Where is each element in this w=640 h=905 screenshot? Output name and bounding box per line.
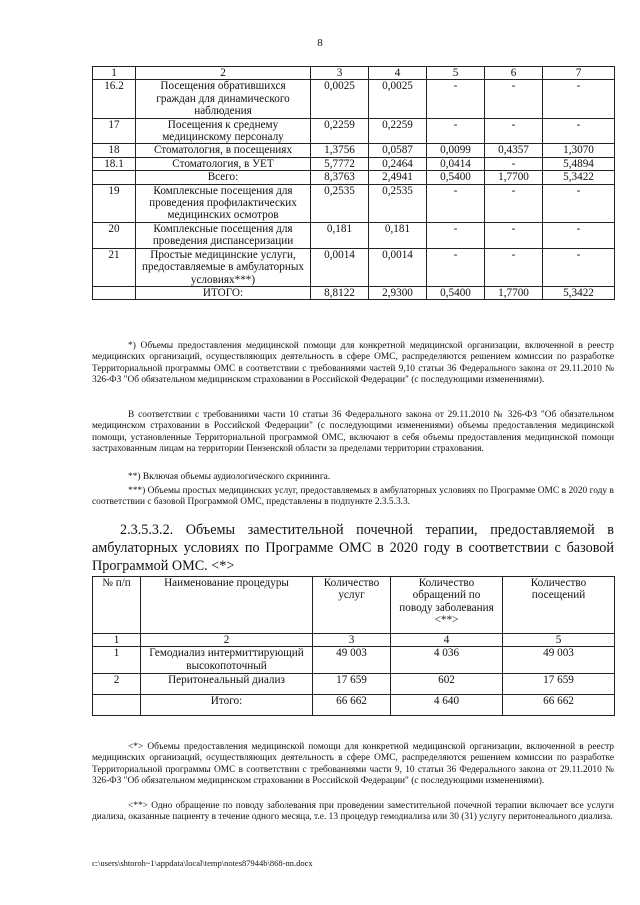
- table-cell: 66 662: [313, 695, 391, 716]
- table-row: [93, 248, 615, 286]
- table-cell: -: [427, 118, 485, 144]
- table-cell: 1: [93, 647, 141, 674]
- row-label: Стоматология, в посещениях: [136, 144, 311, 157]
- table-cell: 0,2535: [311, 184, 369, 222]
- table-header-row: [93, 67, 615, 80]
- table-cell: 0,2259: [311, 118, 369, 144]
- row-label: ИТОГО:: [136, 286, 311, 299]
- table-cell: 49 003: [503, 647, 615, 674]
- table-cell: 19: [93, 184, 136, 222]
- table-cell: -: [543, 80, 615, 118]
- table-cell: 0,2535: [369, 184, 427, 222]
- column-number: 6: [485, 67, 543, 80]
- footnote-double-star: <**> Одно обращение по поводу заболевания при проведении заместительной почечной терапии включает все услуги диализа, оказанные пациенту в течение одного месяца, т.е. 13 процедур гемодиализа или 30 (31) услугу перитонеального диализа.: [92, 801, 614, 823]
- table-cell: 0,0414: [427, 157, 485, 170]
- table-cell: 4 640: [391, 695, 503, 716]
- column-number: 1: [93, 634, 141, 647]
- table-cell: 18.1: [93, 157, 136, 170]
- table-cell: -: [427, 80, 485, 118]
- table-cell: 0,181: [311, 222, 369, 248]
- table-cell: 0,2464: [369, 157, 427, 170]
- table-cell: 0,2259: [369, 118, 427, 144]
- table-cell: -: [543, 222, 615, 248]
- table-cell: 21: [93, 248, 136, 286]
- table-cell: 5,4894: [543, 157, 615, 170]
- table-cell: 0,5400: [427, 286, 485, 299]
- table-cell: 2,4941: [369, 171, 427, 184]
- table-cell: -: [427, 248, 485, 286]
- table-cell: 1,3070: [543, 144, 615, 157]
- table-cell: -: [485, 80, 543, 118]
- table-row: [93, 118, 615, 144]
- page-number: 8: [317, 37, 323, 49]
- column-header: Количество услуг: [313, 577, 391, 634]
- table-cell: 5,3422: [543, 286, 615, 299]
- column-header: Наименование процедуры: [141, 577, 313, 634]
- table-cell: -: [485, 248, 543, 286]
- table-cell: 0,0025: [369, 80, 427, 118]
- column-number: 4: [391, 634, 503, 647]
- column-header: Количество посещений: [503, 577, 615, 634]
- procedure-name: Итого:: [141, 695, 313, 716]
- table-cell: 8,8122: [311, 286, 369, 299]
- table-cell: [93, 171, 136, 184]
- table-cell: 8,3763: [311, 171, 369, 184]
- section-heading: 2.3.5.3.2. Объемы заместительной почечной терапии, предоставляемой в амбулаторных условиях по Программе ОМС в 2020 году в соответствии с базовой Программой ОМС. <*>: [92, 522, 614, 574]
- table-cell: 18: [93, 144, 136, 157]
- table-row: [93, 695, 615, 716]
- table-row: [93, 80, 615, 118]
- table-cell: -: [543, 248, 615, 286]
- footnote-1: *) Объемы предоставления медицинской помощи для конкретной медицинской организации, включенной в реестр медицинских организаций, осуществляющих деятельность в сфере ОМС, распределяются решением комиссии по разработке Территориальной программы ОМС в соответствии с требованиями частей 9,10 статьи 36 Федерального закона от 29.11.2010 № 326-ФЗ "Об обязательном медицинском страховании в Российской Федерации" (с последующими изменениями).: [92, 341, 614, 386]
- column-number: 2: [141, 634, 313, 647]
- table-cell: 17 659: [503, 674, 615, 695]
- table-row: [93, 144, 615, 157]
- column-header: Количество обращений по поводу заболевания <**>: [391, 577, 503, 634]
- procedure-name: Перитонеальный диализ: [141, 674, 313, 695]
- table-header-row: [93, 577, 615, 634]
- footnote-star: <*> Объемы предоставления медицинской помощи для конкретной медицинской организации, включенной в реестр медицинских организаций, осуществляющих деятельность в сфере ОМС, распределяются решением комиссии по разработке Территориальной программы ОМС в соответствии с требованиями части 9, 10 статьи 36 Федерального закона от 29.11.2010 № 326-ФЗ "Об обязательном медицинском страховании в Российской Федерации" (с последующими изменениями).: [92, 742, 614, 787]
- table-cell: 5,7772: [311, 157, 369, 170]
- table-row: [93, 647, 615, 674]
- table-row: [93, 674, 615, 695]
- table-cell: 4 036: [391, 647, 503, 674]
- row-label: Стоматология, в УЕТ: [136, 157, 311, 170]
- column-number: 2: [136, 67, 311, 80]
- table-cell: -: [543, 184, 615, 222]
- column-number: 1: [93, 67, 136, 80]
- row-label: Комплексные посещения для проведения профилактических медицинских осмотров: [136, 184, 311, 222]
- table-cell: 0,181: [369, 222, 427, 248]
- table-cell: 0,0099: [427, 144, 485, 157]
- table-cell: -: [427, 184, 485, 222]
- table-cell: 1,3756: [311, 144, 369, 157]
- row-label: Посещения к среднему медицинскому персоналу: [136, 118, 311, 144]
- table-row: [93, 286, 615, 299]
- table-cell: 2: [93, 674, 141, 695]
- table-cell: 5,3422: [543, 171, 615, 184]
- procedure-name: Гемодиализ интермиттирующий высокопоточный: [141, 647, 313, 674]
- column-number-row: [93, 634, 615, 647]
- table-row: [93, 157, 615, 170]
- footnote-4: ***) Объемы простых медицинских услуг, предоставляемых в амбулаторных условиях по Программе ОМС в 2020 году в соответствии с базовой Программой ОМС, представлены в подпункте 2.3.5.3.3.: [92, 486, 614, 508]
- row-label: Посещения обратившихся граждан для динамического наблюдения: [136, 80, 311, 118]
- column-number: 4: [369, 67, 427, 80]
- table-row: [93, 171, 615, 184]
- planned-volumes-table: [92, 66, 615, 300]
- table-cell: 1,7700: [485, 171, 543, 184]
- footnote-3: **) Включая объемы аудиологического скрининга.: [128, 472, 331, 482]
- table-cell: 0,0014: [369, 248, 427, 286]
- table-cell: -: [485, 222, 543, 248]
- table-cell: 1,7700: [485, 286, 543, 299]
- table-cell: 66 662: [503, 695, 615, 716]
- renal-therapy-table: [92, 576, 615, 716]
- table-cell: 16.2: [93, 80, 136, 118]
- table-cell: 0,5400: [427, 171, 485, 184]
- row-label: Всего:: [136, 171, 311, 184]
- table-cell: 0,4357: [485, 144, 543, 157]
- table-cell: -: [427, 222, 485, 248]
- column-number: 5: [503, 634, 615, 647]
- row-label: Комплексные посещения для проведения диспансеризации: [136, 222, 311, 248]
- table-cell: 17: [93, 118, 136, 144]
- row-label: Простые медицинские услуги, предоставляемые в амбулаторных условиях***): [136, 248, 311, 286]
- table-cell: -: [543, 118, 615, 144]
- column-header: № п/п: [93, 577, 141, 634]
- file-path: c:\users\shtoroh~1\appdata\local\temp\notes87944b\868-nn.docx: [92, 858, 313, 868]
- table-row: [93, 184, 615, 222]
- table-cell: -: [485, 184, 543, 222]
- table-cell: 0,0014: [311, 248, 369, 286]
- column-number: 3: [313, 634, 391, 647]
- table-cell: 602: [391, 674, 503, 695]
- table-cell: 0,0025: [311, 80, 369, 118]
- table-cell: [93, 695, 141, 716]
- table-cell: [93, 286, 136, 299]
- table-row: [93, 222, 615, 248]
- table-cell: -: [485, 118, 543, 144]
- column-number: 5: [427, 67, 485, 80]
- table-cell: 0,0587: [369, 144, 427, 157]
- column-number: 3: [311, 67, 369, 80]
- table-cell: 20: [93, 222, 136, 248]
- table-cell: -: [485, 157, 543, 170]
- footnote-2: В соответствии с требованиями части 10 статьи 36 Федерального закона от 29.11.2010 № 326-ФЗ "Об обязательном медицинском страховании в Российской Федерации" (с последующими изменениями) объемы предоставления медицинской помощи, установленные Территориальной программой ОМС, включают в себя объемы предоставления медицинской помощи застрахованным лицам на территории Пензенской области за пределами территории страхования.: [92, 410, 614, 455]
- column-number: 7: [543, 67, 615, 80]
- table-cell: 2,9300: [369, 286, 427, 299]
- table-cell: 49 003: [313, 647, 391, 674]
- table-cell: 17 659: [313, 674, 391, 695]
